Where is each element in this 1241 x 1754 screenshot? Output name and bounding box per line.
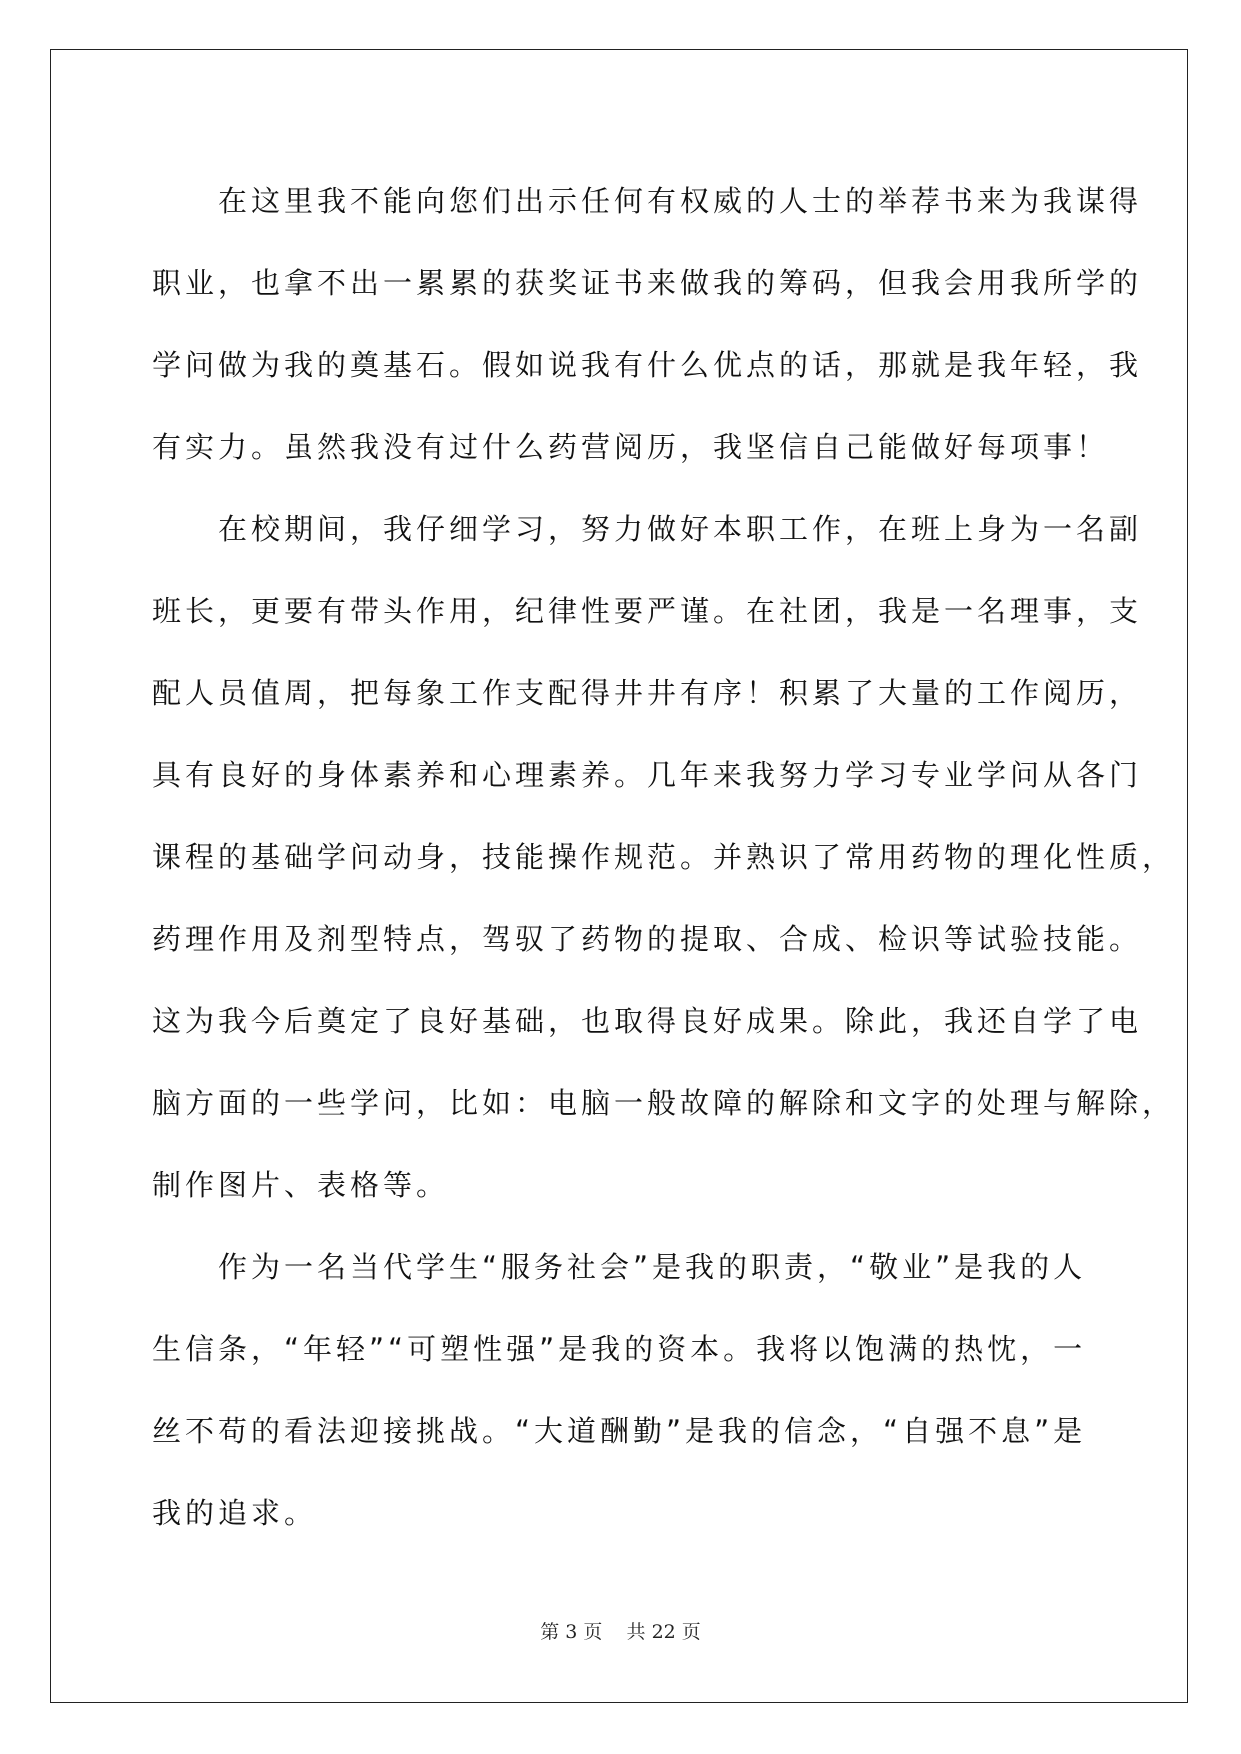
text-line: 丝不苟的看法迎接挑战。“大道酬勤”是我的信念，“自强不息”是	[152, 1414, 1087, 1448]
text-line: 学问做为我的奠基石。假如说我有什么优点的话，那就是我年轻，我	[152, 348, 1143, 382]
text-line: 职业，也拿不出一累累的获奖证书来做我的筹码，但我会用我所学的	[152, 266, 1143, 300]
text-line: 班长，更要有带头作用，纪律性要严谨。在社团，我是一名理事，支	[152, 594, 1143, 628]
text-line: 在这里我不能向您们出示任何有权威的人士的举荐书来为我谋得	[218, 184, 1143, 218]
text-line: 在校期间，我仔细学习，努力做好本职工作，在班上身为一名副	[218, 512, 1143, 546]
text-line: 作为一名当代学生“服务社会”是我的职责，“敬业”是我的人	[218, 1250, 1087, 1284]
page-total: 共 22 页	[626, 1621, 701, 1643]
text-line: 生信条，“年轻”“可塑性强”是我的资本。我将以饱满的热忱，一	[152, 1332, 1087, 1366]
document-body	[152, 160, 1176, 1554]
text-line: 课程的基础学问动身，技能操作规范。并熟识了常用药物的理化性质，	[152, 840, 1176, 874]
text-line: 配人员值周，把每象工作支配得井井有序！积累了大量的工作阅历，	[152, 676, 1143, 710]
text-line: 这为我今后奠定了良好基础，也取得良好成果。除此，我还自学了电	[152, 1004, 1143, 1038]
text-line: 药理作用及剂型特点，驾驭了药物的提取、合成、检识等试验技能。	[152, 922, 1143, 956]
page-number: 第 3 页	[540, 1621, 603, 1643]
text-line: 具有良好的身体素养和心理素养。几年来我努力学习专业学问从各门	[152, 758, 1143, 792]
text-line: 我的追求。	[152, 1496, 318, 1530]
text-line: 脑方面的一些学问，比如：电脑一般故障的解除和文字的处理与解除，	[152, 1086, 1176, 1120]
page-footer	[0, 1617, 1241, 1644]
text-line: 有实力。虽然我没有过什么药营阅历，我坚信自己能做好每项事！	[152, 430, 1110, 464]
text-line: 制作图片、表格等。	[152, 1168, 450, 1202]
